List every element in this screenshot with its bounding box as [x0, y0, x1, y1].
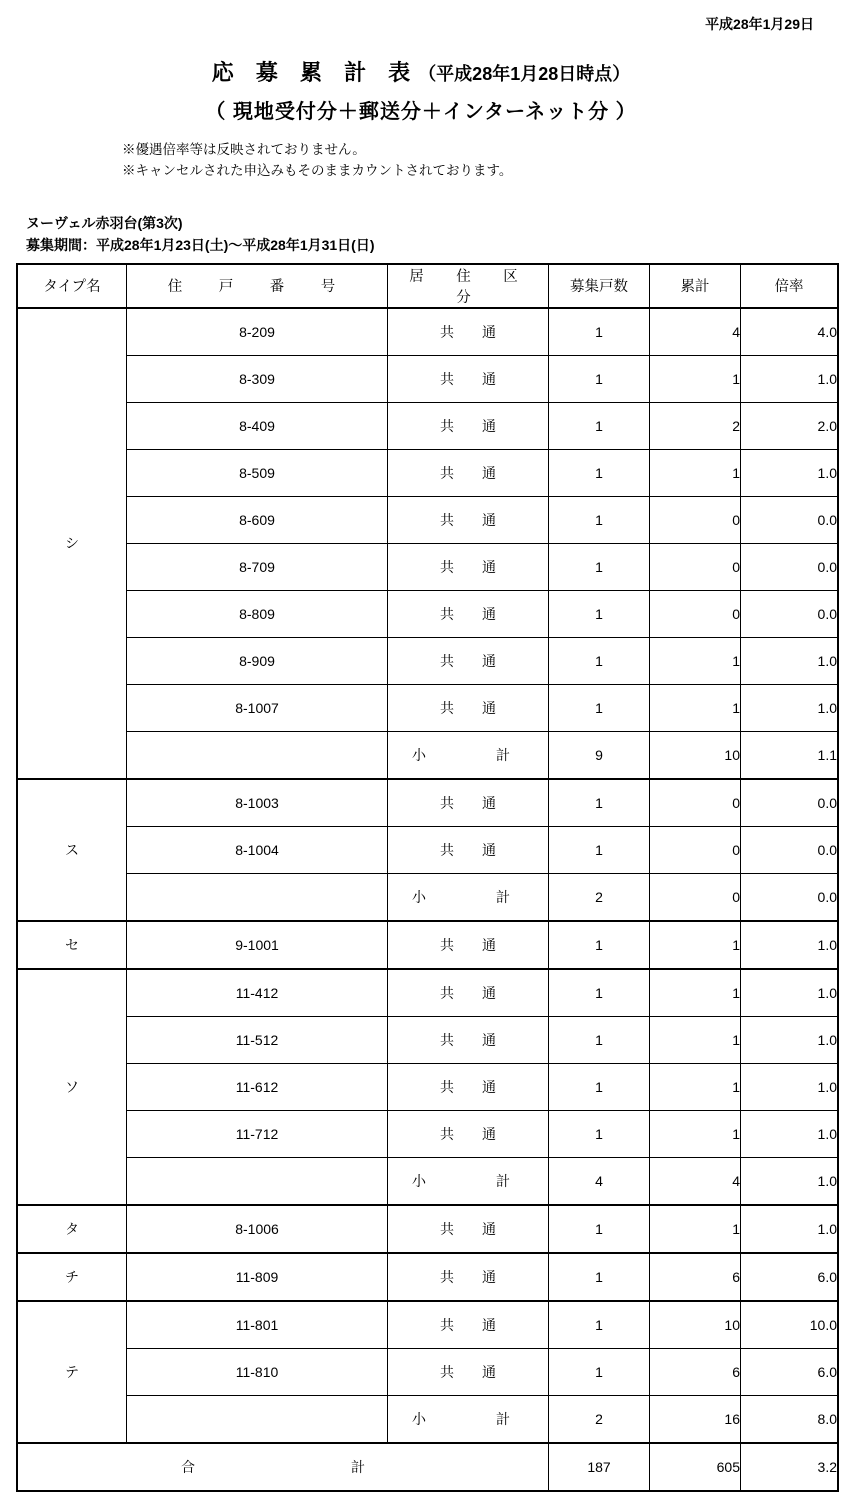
subtotal-row [17, 1395, 838, 1443]
grand-total-cumulative: 605 [650, 1443, 741, 1491]
ratio-cell: 1.0 [741, 921, 839, 969]
zone-cell: 共 通 [388, 1348, 549, 1395]
type-name-cell: セ [17, 921, 127, 969]
table-row [17, 1205, 838, 1253]
zone-cell: 共 通 [388, 921, 549, 969]
col-header-type: タイプ名 [17, 264, 127, 308]
empty-cell [127, 1157, 388, 1205]
units-cell: 1 [549, 921, 650, 969]
table-header [17, 264, 838, 308]
cumulative-cell: 0 [650, 590, 741, 637]
room-number-cell: 8-809 [127, 590, 388, 637]
empty-cell [127, 731, 388, 779]
cumulative-cell: 1 [650, 969, 741, 1017]
subtotal-units: 2 [549, 873, 650, 921]
title-block [14, 56, 828, 124]
room-number-cell: 8-1003 [127, 779, 388, 827]
col-header-ratio: 倍率 [741, 264, 839, 308]
ratio-cell: 1.0 [741, 1016, 839, 1063]
ratio-cell: 1.0 [741, 969, 839, 1017]
units-cell: 1 [549, 1016, 650, 1063]
units-cell: 1 [549, 826, 650, 873]
room-number-cell: 8-1004 [127, 826, 388, 873]
cumulative-cell: 1 [650, 1205, 741, 1253]
ratio-cell: 0.0 [741, 826, 839, 873]
room-number-cell: 9-1001 [127, 921, 388, 969]
units-cell: 1 [549, 1063, 650, 1110]
subtotal-row [17, 731, 838, 779]
ratio-cell: 6.0 [741, 1348, 839, 1395]
subtotal-label: 小 計 [388, 1395, 549, 1443]
units-cell: 1 [549, 355, 650, 402]
room-number-cell: 8-609 [127, 496, 388, 543]
units-cell: 1 [549, 684, 650, 731]
document-date: 平成28年1月29日 [705, 16, 814, 32]
room-number-cell: 8-209 [127, 308, 388, 356]
table-row [17, 1348, 838, 1395]
grand-total-ratio: 3.2 [741, 1443, 839, 1491]
ratio-cell: 1.0 [741, 355, 839, 402]
zone-cell: 共 通 [388, 684, 549, 731]
zone-cell: 共 通 [388, 1110, 549, 1157]
cumulative-cell: 0 [650, 496, 741, 543]
subtotal-units: 4 [549, 1157, 650, 1205]
empty-cell [127, 1395, 388, 1443]
estate-info [26, 212, 828, 257]
grand-total-label: 合 計 [17, 1443, 549, 1491]
zone-cell: 共 通 [388, 543, 549, 590]
units-cell: 1 [549, 496, 650, 543]
subtotal-cumulative: 10 [650, 731, 741, 779]
page-title-main: 応 募 累 計 表 [211, 60, 419, 85]
col-header-zone: 居 住 区 分 [388, 264, 549, 308]
type-name-cell: テ [17, 1301, 127, 1443]
ratio-cell: 2.0 [741, 402, 839, 449]
subtotal-label: 小 計 [388, 731, 549, 779]
units-cell: 1 [549, 779, 650, 827]
units-cell: 1 [549, 637, 650, 684]
zone-cell: 共 通 [388, 449, 549, 496]
units-cell: 1 [549, 402, 650, 449]
zone-cell: 共 通 [388, 1205, 549, 1253]
grand-total-row [17, 1443, 838, 1491]
zone-cell: 共 通 [388, 1063, 549, 1110]
ratio-cell: 1.0 [741, 1205, 839, 1253]
room-number-cell: 8-709 [127, 543, 388, 590]
ratio-cell: 0.0 [741, 590, 839, 637]
zone-cell: 共 通 [388, 496, 549, 543]
ratio-cell: 1.0 [741, 684, 839, 731]
type-name-cell: ス [17, 779, 127, 921]
zone-cell: 共 通 [388, 1301, 549, 1349]
cumulative-cell: 1 [650, 355, 741, 402]
cumulative-cell: 1 [650, 1110, 741, 1157]
zone-cell: 共 通 [388, 308, 549, 356]
table-row [17, 1253, 838, 1301]
cumulative-cell: 1 [650, 684, 741, 731]
table-row [17, 402, 838, 449]
notes-block [122, 140, 828, 182]
note-line-2: ※キャンセルされた申込みもそのままカウントされております。 [122, 162, 513, 178]
grand-total-units: 187 [549, 1443, 650, 1491]
room-number-cell: 8-309 [127, 355, 388, 402]
table-row [17, 496, 838, 543]
subtotal-label: 小 計 [388, 1157, 549, 1205]
cumulative-cell: 1 [650, 1063, 741, 1110]
zone-cell: 共 通 [388, 779, 549, 827]
subtotal-row [17, 1157, 838, 1205]
room-number-cell: 11-809 [127, 1253, 388, 1301]
units-cell: 1 [549, 1110, 650, 1157]
cumulative-cell: 1 [650, 449, 741, 496]
subtotal-label: 小 計 [388, 873, 549, 921]
cumulative-cell: 6 [650, 1348, 741, 1395]
col-header-room: 住 戸 番 号 [127, 264, 388, 308]
table-row [17, 1301, 838, 1349]
zone-cell: 共 通 [388, 590, 549, 637]
room-number-cell: 11-612 [127, 1063, 388, 1110]
table-header-row [17, 264, 838, 308]
subtotal-cumulative: 4 [650, 1157, 741, 1205]
type-name-cell: シ [17, 308, 127, 779]
cumulative-cell: 2 [650, 402, 741, 449]
page-title [14, 56, 828, 87]
table-row [17, 1063, 838, 1110]
table-row [17, 449, 838, 496]
zone-cell: 共 通 [388, 402, 549, 449]
table-row [17, 1016, 838, 1063]
cumulative-cell: 1 [650, 921, 741, 969]
room-number-cell: 11-712 [127, 1110, 388, 1157]
ratio-cell: 6.0 [741, 1253, 839, 1301]
estate-name: ヌーヴェル赤羽台(第3次) [26, 214, 183, 231]
table-row [17, 543, 838, 590]
table-row [17, 921, 838, 969]
note-line-1: ※優遇倍率等は反映されておりません。 [122, 142, 366, 157]
cumulative-cell: 1 [650, 1016, 741, 1063]
zone-cell: 共 通 [388, 355, 549, 402]
zone-cell: 共 通 [388, 637, 549, 684]
page-subtitle: （ 現地受付分＋郵送分＋インターネット分 ） [205, 101, 637, 123]
room-number-cell: 8-909 [127, 637, 388, 684]
table-row [17, 826, 838, 873]
subtotal-units: 9 [549, 731, 650, 779]
subtotal-ratio: 8.0 [741, 1395, 839, 1443]
table-row [17, 590, 838, 637]
zone-cell: 共 通 [388, 1016, 549, 1063]
cumulative-cell: 10 [650, 1301, 741, 1349]
zone-cell: 共 通 [388, 1253, 549, 1301]
col-header-total: 累計 [650, 264, 741, 308]
table-row [17, 355, 838, 402]
units-cell: 1 [549, 449, 650, 496]
ratio-cell: 1.0 [741, 1063, 839, 1110]
table-row [17, 637, 838, 684]
units-cell: 1 [549, 590, 650, 637]
subtotal-ratio: 1.1 [741, 731, 839, 779]
table-row [17, 969, 838, 1017]
units-cell: 1 [549, 1348, 650, 1395]
cumulative-cell: 1 [650, 637, 741, 684]
subtotal-row [17, 873, 838, 921]
application-period: 募集期間：平成28年1月23日(土)〜平成28年1月31日(日) [26, 237, 375, 254]
table-row [17, 308, 838, 356]
units-cell: 1 [549, 543, 650, 590]
subtotal-ratio: 1.0 [741, 1157, 839, 1205]
room-number-cell: 11-412 [127, 969, 388, 1017]
cumulative-cell: 6 [650, 1253, 741, 1301]
units-cell: 1 [549, 1253, 650, 1301]
zone-cell: 共 通 [388, 969, 549, 1017]
page-title-paren: （平成28年1月28日時点） [418, 64, 631, 84]
type-name-cell: ソ [17, 969, 127, 1205]
ratio-cell: 10.0 [741, 1301, 839, 1349]
ratio-cell: 0.0 [741, 543, 839, 590]
cumulative-cell: 0 [650, 543, 741, 590]
units-cell: 1 [549, 1301, 650, 1349]
room-number-cell: 8-1007 [127, 684, 388, 731]
empty-cell [127, 873, 388, 921]
table-row [17, 1110, 838, 1157]
subtotal-cumulative: 16 [650, 1395, 741, 1443]
ratio-cell: 1.0 [741, 1110, 839, 1157]
ratio-cell: 0.0 [741, 779, 839, 827]
type-name-cell: タ [17, 1205, 127, 1253]
zone-cell: 共 通 [388, 826, 549, 873]
table-row [17, 779, 838, 827]
type-name-cell: チ [17, 1253, 127, 1301]
ratio-cell: 0.0 [741, 496, 839, 543]
table-row [17, 684, 838, 731]
subtotal-ratio: 0.0 [741, 873, 839, 921]
table-body [17, 308, 838, 1491]
room-number-cell: 8-409 [127, 402, 388, 449]
col-header-units: 募集戸数 [549, 264, 650, 308]
room-number-cell: 11-512 [127, 1016, 388, 1063]
subtotal-units: 2 [549, 1395, 650, 1443]
cumulative-cell: 0 [650, 779, 741, 827]
room-number-cell: 11-810 [127, 1348, 388, 1395]
units-cell: 1 [549, 969, 650, 1017]
cumulative-cell: 4 [650, 308, 741, 356]
ratio-cell: 1.0 [741, 637, 839, 684]
ratio-cell: 1.0 [741, 449, 839, 496]
room-number-cell: 11-801 [127, 1301, 388, 1349]
room-number-cell: 8-509 [127, 449, 388, 496]
units-cell: 1 [549, 308, 650, 356]
subtotal-cumulative: 0 [650, 873, 741, 921]
cumulative-cell: 0 [650, 826, 741, 873]
application-totals-table [16, 263, 839, 1492]
ratio-cell: 4.0 [741, 308, 839, 356]
units-cell: 1 [549, 1205, 650, 1253]
room-number-cell: 8-1006 [127, 1205, 388, 1253]
